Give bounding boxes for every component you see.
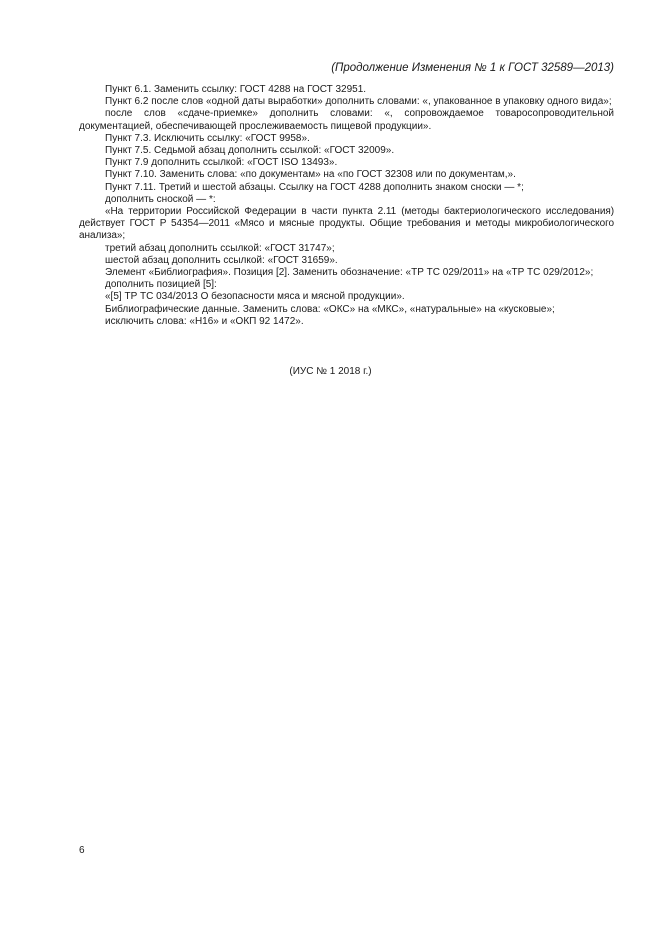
- paragraph-6: Пункт 7.9 дополнить ссылкой: «ГОСТ ISO 13493».: [105, 157, 338, 169]
- paragraph-14: дополнить позицией [5]:: [105, 279, 217, 291]
- paragraph-12: шестой абзац дополнить ссылкой: «ГОСТ 31659».: [105, 254, 338, 266]
- paragraph-1: Пункт 6.1. Заменить ссылку: ГОСТ 4288 на ГОСТ 32951.: [105, 84, 367, 95]
- paragraph-13: Элемент «Библиография». Позиция [2]. Заменить обозначение: «ТР ТС 029/2011» на «ТР ТС 029/2012»;: [105, 267, 594, 279]
- page-number: 6: [79, 845, 85, 856]
- paragraph-16: Библиографические данные. Заменить слова: «ОКС» на «МКС», «натуральные» на «кусковые»;: [105, 303, 555, 315]
- continuation-header: (Продолжение Изменения № 1 к ГОСТ 32589—2013): [331, 62, 614, 74]
- paragraph-3: после слов «сдаче-приемке» дополнить словами: «, сопровождаемое товаросопроводительной документацией, обеспечивающей прослеживаемость пищевой продукции».: [79, 108, 614, 132]
- paragraph-10: «На территории Российской Федерации в части пункта 2.11 (методы бактериологического исследования) действует ГОСТ Р 54354—2011 «Мясо и мясные продукты. Общие требования и методы микробиологического анализа»;: [79, 206, 614, 242]
- paragraph-7: Пункт 7.10. Заменить слова: «по документам» на «по ГОСТ 32308 или по документам,».: [105, 169, 516, 181]
- paragraph-5: Пункт 7.5. Седьмой абзац дополнить ссылкой: «ГОСТ 32009».: [105, 145, 395, 157]
- paragraph-4: Пункт 7.3. Исключить ссылку: «ГОСТ 9958».: [105, 132, 310, 144]
- issue-note: (ИУС № 1 2018 г.): [289, 366, 372, 377]
- paragraph-9: дополнить сноской — *:: [105, 193, 216, 205]
- paragraph-2: Пункт 6.2 после слов «одной даты выработки» дополнить словами: «, упакованное в упаковку одного вида»;: [105, 96, 612, 108]
- paragraph-11: третий абзац дополнить ссылкой: «ГОСТ 31747»;: [105, 242, 335, 254]
- document-body: [79, 84, 614, 328]
- paragraph-8: Пункт 7.11. Третий и шестой абзацы. Ссылку на ГОСТ 4288 дополнить знаком сноски — *;: [105, 181, 524, 193]
- paragraph-17: исключить слова: «Н16» и «ОКП 92 1472».: [105, 315, 304, 327]
- paragraph-15: «[5] ТР ТС 034/2013 О безопасности мяса и мясной продукции».: [105, 291, 405, 303]
